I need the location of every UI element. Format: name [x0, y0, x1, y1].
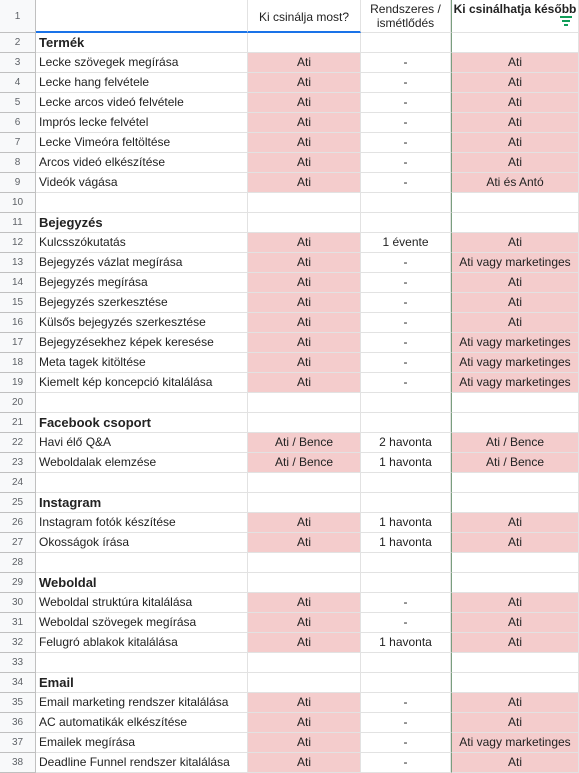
recurrence-cell[interactable] — [361, 673, 451, 693]
current-owner-cell[interactable] — [248, 573, 361, 593]
table-row — [0, 233, 579, 253]
recurrence-cell[interactable] — [361, 553, 451, 573]
recurrence-cell[interactable] — [361, 193, 451, 213]
header-cell-recurrence[interactable]: Rendszeres / ismétlődés — [361, 0, 451, 33]
current-owner-cell[interactable]: Ati — [248, 373, 361, 393]
recurrence-cell[interactable]: - — [361, 153, 451, 173]
future-owner-cell[interactable]: Ati — [451, 513, 579, 533]
table-row — [0, 633, 579, 653]
current-owner-cell[interactable] — [248, 213, 361, 233]
task-cell[interactable] — [36, 393, 248, 413]
table-row — [0, 493, 579, 513]
current-owner-cell[interactable]: Ati — [248, 753, 361, 773]
future-owner-cell[interactable]: Ati vagy marketinges — [451, 353, 579, 373]
future-owner-cell[interactable]: Ati — [451, 153, 579, 173]
current-owner-cell[interactable]: Ati — [248, 313, 361, 333]
recurrence-cell[interactable] — [361, 33, 451, 53]
recurrence-cell[interactable]: - — [361, 353, 451, 373]
current-owner-cell[interactable]: Ati — [248, 273, 361, 293]
row-number[interactable]: 11 — [0, 213, 36, 233]
table-row — [0, 553, 579, 573]
row-number[interactable]: 16 — [0, 313, 36, 333]
table-row — [0, 173, 579, 193]
table-row — [0, 313, 579, 333]
current-owner-cell[interactable]: Ati — [248, 293, 361, 313]
future-owner-cell[interactable]: Ati — [451, 133, 579, 153]
section-title-cell[interactable]: Bejegyzés — [36, 213, 248, 233]
future-owner-cell[interactable] — [451, 193, 579, 213]
row-number[interactable]: 14 — [0, 273, 36, 293]
row-number[interactable]: 36 — [0, 713, 36, 733]
row-number[interactable]: 34 — [0, 673, 36, 693]
current-owner-cell[interactable]: Ati — [248, 233, 361, 253]
task-cell[interactable]: Videók vágása — [36, 173, 248, 193]
table-row — [0, 93, 579, 113]
section-title-cell[interactable]: Instagram — [36, 493, 248, 513]
future-owner-cell[interactable]: Ati — [451, 233, 579, 253]
task-cell[interactable]: Emailek megírása — [36, 733, 248, 753]
row-number[interactable]: 10 — [0, 193, 36, 213]
future-owner-cell[interactable]: Ati — [451, 753, 579, 773]
table-row — [0, 253, 579, 273]
task-cell[interactable]: Instagram fotók készítése — [36, 513, 248, 533]
table-row — [0, 533, 579, 553]
task-cell[interactable]: Weboldal szövegek megírása — [36, 613, 248, 633]
recurrence-cell[interactable]: - — [361, 293, 451, 313]
task-cell[interactable]: Bejegyzésekhez képek keresése — [36, 333, 248, 353]
future-owner-cell[interactable] — [451, 553, 579, 573]
recurrence-cell[interactable]: - — [361, 593, 451, 613]
table-row — [0, 753, 579, 773]
table-row — [0, 393, 579, 413]
recurrence-cell[interactable]: - — [361, 173, 451, 193]
recurrence-cell[interactable]: - — [361, 273, 451, 293]
task-cell[interactable]: Kiemelt kép koncepció kitalálása — [36, 373, 248, 393]
future-owner-cell[interactable]: Ati — [451, 713, 579, 733]
future-owner-cell[interactable]: Ati — [451, 73, 579, 93]
table-row — [0, 573, 579, 593]
row-number[interactable]: 19 — [0, 373, 36, 393]
row-number[interactable]: 13 — [0, 253, 36, 273]
task-cell[interactable]: Külsős bejegyzés szerkesztése — [36, 313, 248, 333]
table-row — [0, 653, 579, 673]
current-owner-cell[interactable]: Ati — [248, 53, 361, 73]
row-number[interactable]: 30 — [0, 593, 36, 613]
future-owner-cell[interactable] — [451, 573, 579, 593]
row-number[interactable]: 22 — [0, 433, 36, 453]
table-row — [0, 213, 579, 233]
future-owner-cell[interactable]: Ati vagy marketinges — [451, 373, 579, 393]
table-row — [0, 513, 579, 533]
header-cell-current-owner[interactable]: Ki csinálja most? — [248, 0, 361, 33]
row-number[interactable]: 18 — [0, 353, 36, 373]
task-cell[interactable]: Havi élő Q&A — [36, 433, 248, 453]
row-number[interactable]: 29 — [0, 573, 36, 593]
future-owner-cell[interactable] — [451, 493, 579, 513]
row-number[interactable]: 12 — [0, 233, 36, 253]
future-owner-cell[interactable]: Ati — [451, 613, 579, 633]
recurrence-cell[interactable]: - — [361, 613, 451, 633]
future-owner-cell[interactable] — [451, 413, 579, 433]
table-row — [0, 453, 579, 473]
table-row — [0, 333, 579, 353]
header-cell-future-owner-label: Ki csinálhatja később — [453, 2, 577, 16]
row-number[interactable]: 23 — [0, 453, 36, 473]
row-number[interactable]: 8 — [0, 153, 36, 173]
table-row — [0, 353, 579, 373]
future-owner-cell[interactable] — [451, 33, 579, 53]
row-number[interactable]: 21 — [0, 413, 36, 433]
task-cell[interactable]: Bejegyzés megírása — [36, 273, 248, 293]
table-row — [0, 673, 579, 693]
row-number[interactable]: 1 — [0, 0, 36, 33]
table-row — [0, 433, 579, 453]
row-number[interactable]: 35 — [0, 693, 36, 713]
header-row — [0, 0, 579, 33]
task-cell[interactable]: Bejegyzés vázlat megírása — [36, 253, 248, 273]
table-row — [0, 373, 579, 393]
future-owner-cell[interactable]: Ati vagy marketinges — [451, 253, 579, 273]
table-row — [0, 193, 579, 213]
future-owner-cell[interactable]: Ati és Antó — [451, 173, 579, 193]
task-cell[interactable]: Lecke szövegek megírása — [36, 53, 248, 73]
task-cell[interactable]: Lecke Vimeóra feltöltése — [36, 133, 248, 153]
task-cell[interactable]: AC automatikák elkészítése — [36, 713, 248, 733]
recurrence-cell[interactable] — [361, 473, 451, 493]
future-owner-cell[interactable] — [451, 213, 579, 233]
current-owner-cell[interactable] — [248, 653, 361, 673]
table-row — [0, 593, 579, 613]
recurrence-cell[interactable]: - — [361, 373, 451, 393]
current-owner-cell[interactable]: Ati — [248, 593, 361, 613]
recurrence-cell[interactable]: 1 havonta — [361, 533, 451, 553]
row-number[interactable]: 9 — [0, 173, 36, 193]
current-owner-cell[interactable]: Ati — [248, 73, 361, 93]
current-owner-cell[interactable] — [248, 553, 361, 573]
row-number[interactable]: 31 — [0, 613, 36, 633]
current-owner-cell[interactable]: Ati — [248, 513, 361, 533]
filter-icon[interactable] — [560, 16, 572, 26]
task-cell[interactable] — [36, 193, 248, 213]
recurrence-cell[interactable]: - — [361, 253, 451, 273]
task-cell[interactable]: Kulcsszókutatás — [36, 233, 248, 253]
row-number[interactable]: 24 — [0, 473, 36, 493]
current-owner-cell[interactable] — [248, 393, 361, 413]
recurrence-cell[interactable] — [361, 213, 451, 233]
current-owner-cell[interactable]: Ati — [248, 93, 361, 113]
current-owner-cell[interactable]: Ati / Bence — [248, 433, 361, 453]
table-row — [0, 273, 579, 293]
table-row — [0, 733, 579, 753]
row-number[interactable]: 4 — [0, 73, 36, 93]
recurrence-cell[interactable] — [361, 573, 451, 593]
task-cell[interactable]: Deadline Funnel rendszer kitalálása — [36, 753, 248, 773]
future-owner-cell[interactable]: Ati — [451, 293, 579, 313]
future-owner-cell[interactable] — [451, 393, 579, 413]
row-number[interactable]: 3 — [0, 53, 36, 73]
future-owner-cell[interactable]: Ati — [451, 113, 579, 133]
current-owner-cell[interactable]: Ati — [248, 153, 361, 173]
current-owner-cell[interactable] — [248, 193, 361, 213]
row-number[interactable]: 28 — [0, 553, 36, 573]
future-owner-cell[interactable]: Ati — [451, 53, 579, 73]
task-cell[interactable]: Weboldalak elemzése — [36, 453, 248, 473]
row-number[interactable]: 15 — [0, 293, 36, 313]
row-number[interactable]: 5 — [0, 93, 36, 113]
current-owner-cell[interactable] — [248, 413, 361, 433]
recurrence-cell[interactable]: - — [361, 53, 451, 73]
task-cell[interactable]: Lecke arcos videó felvétele — [36, 93, 248, 113]
recurrence-cell[interactable]: 1 havonta — [361, 453, 451, 473]
row-number[interactable]: 20 — [0, 393, 36, 413]
current-owner-cell[interactable]: Ati — [248, 713, 361, 733]
future-owner-cell[interactable]: Ati / Bence — [451, 433, 579, 453]
recurrence-cell[interactable]: - — [361, 333, 451, 353]
current-owner-cell[interactable]: Ati — [248, 353, 361, 373]
task-cell[interactable] — [36, 473, 248, 493]
current-owner-cell[interactable]: Ati — [248, 113, 361, 133]
task-cell[interactable]: Meta tagek kitöltése — [36, 353, 248, 373]
task-cell[interactable]: Felugró ablakok kitalálása — [36, 633, 248, 653]
current-owner-cell[interactable]: Ati — [248, 613, 361, 633]
row-number[interactable]: 25 — [0, 493, 36, 513]
recurrence-cell[interactable]: - — [361, 73, 451, 93]
recurrence-cell[interactable]: - — [361, 133, 451, 153]
future-owner-cell[interactable]: Ati — [451, 693, 579, 713]
row-number[interactable]: 17 — [0, 333, 36, 353]
table-row — [0, 53, 579, 73]
recurrence-cell[interactable]: - — [361, 93, 451, 113]
section-title-cell[interactable]: Email — [36, 673, 248, 693]
recurrence-cell[interactable]: - — [361, 733, 451, 753]
future-owner-cell[interactable] — [451, 473, 579, 493]
task-cell[interactable]: Imprós lecke felvétel — [36, 113, 248, 133]
future-owner-cell[interactable]: Ati — [451, 533, 579, 553]
row-number[interactable]: 38 — [0, 753, 36, 773]
future-owner-cell[interactable] — [451, 653, 579, 673]
row-number[interactable]: 32 — [0, 633, 36, 653]
current-owner-cell[interactable] — [248, 673, 361, 693]
recurrence-cell[interactable]: - — [361, 713, 451, 733]
current-owner-cell[interactable]: Ati — [248, 333, 361, 353]
table-row — [0, 133, 579, 153]
table-row — [0, 33, 579, 53]
future-owner-cell[interactable]: Ati — [451, 273, 579, 293]
recurrence-cell[interactable]: 1 évente — [361, 233, 451, 253]
task-cell[interactable]: Email marketing rendszer kitalálása — [36, 693, 248, 713]
task-cell[interactable]: Lecke hang felvétele — [36, 73, 248, 93]
table-row — [0, 73, 579, 93]
row-number[interactable]: 33 — [0, 653, 36, 673]
task-cell[interactable]: Arcos videó elkészítése — [36, 153, 248, 173]
recurrence-cell[interactable] — [361, 413, 451, 433]
current-owner-cell[interactable]: Ati — [248, 693, 361, 713]
row-number[interactable]: 27 — [0, 533, 36, 553]
future-owner-cell[interactable]: Ati — [451, 93, 579, 113]
section-title-cell[interactable]: Termék — [36, 33, 248, 53]
recurrence-cell[interactable]: 2 havonta — [361, 433, 451, 453]
table-row — [0, 113, 579, 133]
future-owner-cell[interactable] — [451, 673, 579, 693]
future-owner-cell[interactable]: Ati vagy marketinges — [451, 733, 579, 753]
task-cell[interactable] — [36, 553, 248, 573]
row-number[interactable]: 26 — [0, 513, 36, 533]
recurrence-cell[interactable]: 1 havonta — [361, 513, 451, 533]
current-owner-cell[interactable]: Ati — [248, 533, 361, 553]
row-number[interactable]: 7 — [0, 133, 36, 153]
header-cell-future-owner[interactable] — [451, 0, 579, 33]
recurrence-cell[interactable] — [361, 393, 451, 413]
recurrence-cell[interactable]: - — [361, 313, 451, 333]
table-row — [0, 293, 579, 313]
future-owner-cell[interactable]: Ati — [451, 633, 579, 653]
recurrence-cell[interactable] — [361, 493, 451, 513]
table-row — [0, 713, 579, 733]
current-owner-cell[interactable] — [248, 473, 361, 493]
current-owner-cell[interactable] — [248, 33, 361, 53]
recurrence-cell[interactable]: - — [361, 113, 451, 133]
future-owner-cell[interactable]: Ati — [451, 593, 579, 613]
table-row — [0, 413, 579, 433]
future-owner-cell[interactable]: Ati vagy marketinges — [451, 333, 579, 353]
task-cell[interactable]: Bejegyzés szerkesztése — [36, 293, 248, 313]
recurrence-cell[interactable]: - — [361, 693, 451, 713]
row-number[interactable]: 6 — [0, 113, 36, 133]
task-cell[interactable]: Okosságok írása — [36, 533, 248, 553]
future-owner-cell[interactable]: Ati — [451, 313, 579, 333]
current-owner-cell[interactable]: Ati — [248, 133, 361, 153]
header-cell-a[interactable] — [36, 0, 248, 33]
table-row — [0, 473, 579, 493]
current-owner-cell[interactable]: Ati — [248, 173, 361, 193]
table-row — [0, 153, 579, 173]
current-owner-cell[interactable]: Ati / Bence — [248, 453, 361, 473]
task-cell[interactable] — [36, 653, 248, 673]
recurrence-cell[interactable]: 1 havonta — [361, 633, 451, 653]
current-owner-cell[interactable] — [248, 493, 361, 513]
table-row — [0, 693, 579, 713]
task-cell[interactable]: Weboldal struktúra kitalálása — [36, 593, 248, 613]
recurrence-cell[interactable] — [361, 653, 451, 673]
row-number[interactable]: 2 — [0, 33, 36, 53]
current-owner-cell[interactable]: Ati — [248, 253, 361, 273]
current-owner-cell[interactable]: Ati — [248, 733, 361, 753]
section-title-cell[interactable]: Weboldal — [36, 573, 248, 593]
row-number[interactable]: 37 — [0, 733, 36, 753]
table-row — [0, 613, 579, 633]
section-title-cell[interactable]: Facebook csoport — [36, 413, 248, 433]
future-owner-cell[interactable]: Ati / Bence — [451, 453, 579, 473]
recurrence-cell[interactable]: - — [361, 753, 451, 773]
current-owner-cell[interactable]: Ati — [248, 633, 361, 653]
